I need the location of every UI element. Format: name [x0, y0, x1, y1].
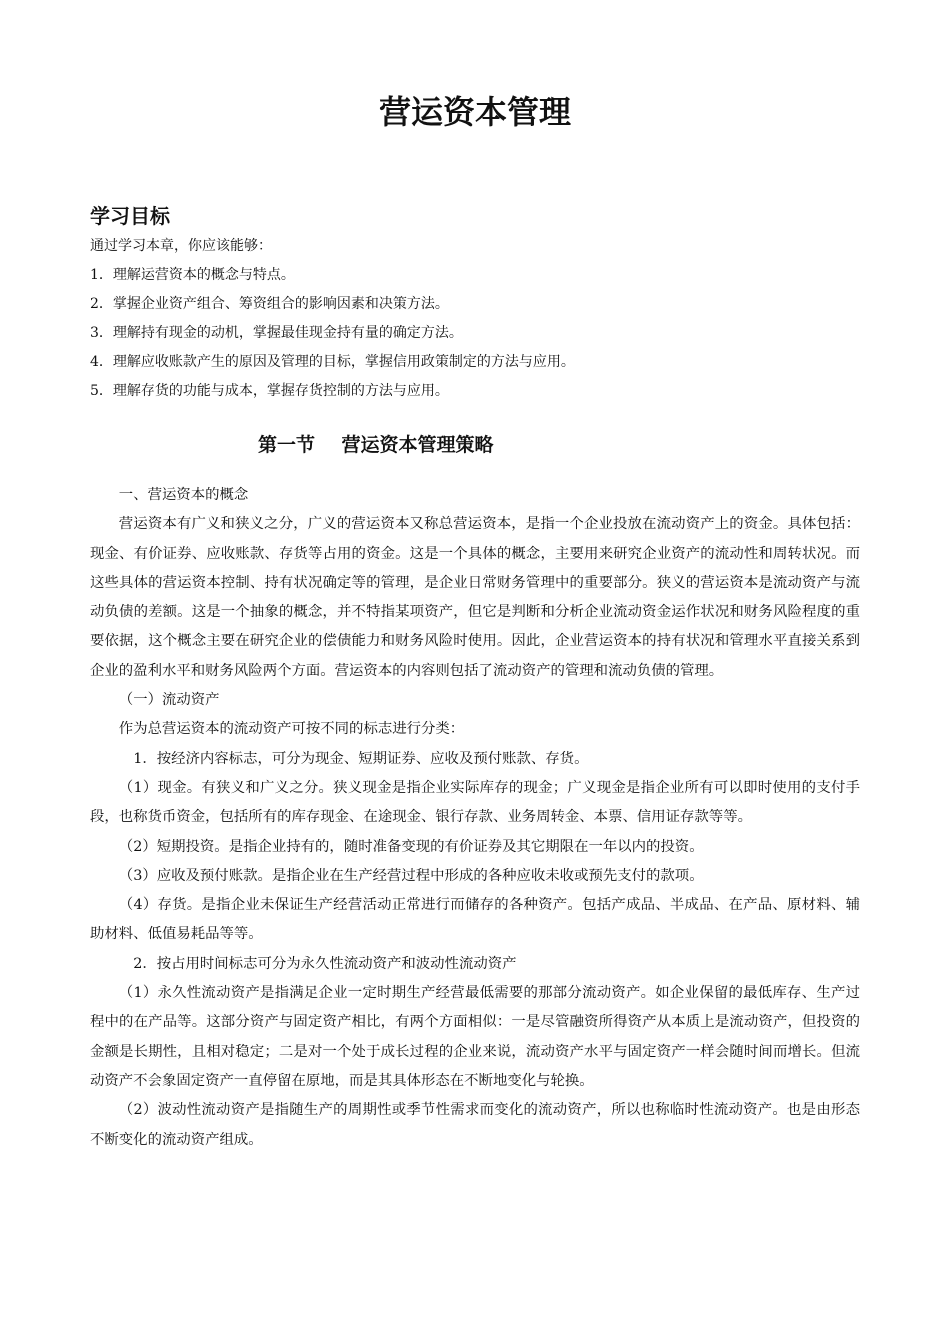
- body-paragraph: 作为总营运资本的流动资产可按不同的标志进行分类：: [118, 721, 465, 738]
- document-title: 营运资本管理: [378, 93, 571, 131]
- list-item: 2．按占用时间标志可分为永久性流动资产和波动性流动资产: [133, 955, 517, 972]
- subsection-heading: （一）流动资产: [118, 692, 220, 709]
- body-paragraph: （1）永久性流动资产是指满足企业一定时期生产经营最低需要的那部分流动资产。如企业保留的最低库存、生产过程中的在产品等。这部分资产与固定资产相比，有两个方面相似：一是尽管融资所得资产从本质上是流动资产，但投资的金额是长期性，且相对稳定；二是对一个处于成长过程的企业来说，流动资产水平与固定资产一样会随时间而增长。但流动资产不会象固定资产一直停留在原地，而是其具体形态在不断地变化与轮换。: [90, 985, 860, 1089]
- objective-item: 3．理解持有现金的动机，掌握最佳现金持有量的确定方法。: [90, 325, 463, 341]
- learning-objectives: [90, 202, 870, 406]
- subsection-heading: 一、营运资本的概念: [118, 487, 249, 503]
- body-paragraph: （2）波动性流动资产是指随生产的周期性或季节性需求而变化的流动资产，所以也称临时性流动资产。也是由形态不断变化的流动资产组成。: [90, 1102, 860, 1148]
- body-paragraph: （3）应收及预付账款。是指企业在生产经营过程中形成的各种应收未收或预先支付的款项。: [118, 867, 704, 884]
- objective-item: 1．理解运营资本的概念与特点。: [90, 267, 295, 283]
- objective-item: 4．理解应收账款产生的原因及管理的目标，掌握信用政策制定的方法与应用。: [90, 354, 575, 370]
- objectives-intro: 通过学习本章，你应该能够：: [90, 238, 272, 254]
- objective-item: 2．掌握企业资产组合、筹资组合的影响因素和决策方法。: [90, 296, 449, 312]
- body-paragraph: （4）存货。是指企业未保证生产经营活动正常进行而储存的各种资产。包括产成品、半成品、在产品、原材料、辅助材料、低值易耗品等等。: [90, 897, 860, 943]
- body-paragraph: （1）现金。有狭义和广义之分。狭义现金是指企业实际库存的现金；广义现金是指企业所有可以即时使用的支付手段，也称货币资金，包括所有的库存现金、在途现金、银行存款、业务周转金、本票、信用证存款等等。: [90, 779, 860, 826]
- list-item: 1．按经济内容标志，可分为现金、短期证券、应收及预付账款、存货。: [133, 750, 589, 767]
- body-paragraph: 营运资本有广义和狭义之分，广义的营运资本又称总营运资本，是指一个企业投放在流动资产上的资金。具体包括：现金、有价证券、应收账款、存货等占用的资金。这是一个具体的概念，主要用来研究企业资产的流动性和周转状况。而这些具体的营运资本控制、持有状况确定等的管理，是企业日常财务管理中的重要部分。狭义的营运资本是流动资产与流动负债的差额。这是一个抽象的概念，并不特指某项资产，但它是判断和分析企业流动资金运作状况和财务风险程度的重要依据，这个概念主要在研究企业的偿债能力和财务风险时使用。因此，企业营运资本的持有状况和管理水平直接关系到企业的盈利水平和财务风险两个方面。营运资本的内容则包括了流动资产的管理和流动负债的管理。: [90, 516, 860, 679]
- objective-item: 5．理解存货的功能与成本，掌握存货控制的方法与应用。: [90, 383, 449, 399]
- section-heading: 第一节 营运资本管理策略: [258, 434, 494, 456]
- body-paragraph: （2）短期投资。是指企业持有的，随时准备变现的有价证券及其它期限在一年以内的投资。: [118, 838, 704, 855]
- section-body: [90, 481, 860, 1155]
- objectives-heading: 学习目标: [90, 204, 170, 228]
